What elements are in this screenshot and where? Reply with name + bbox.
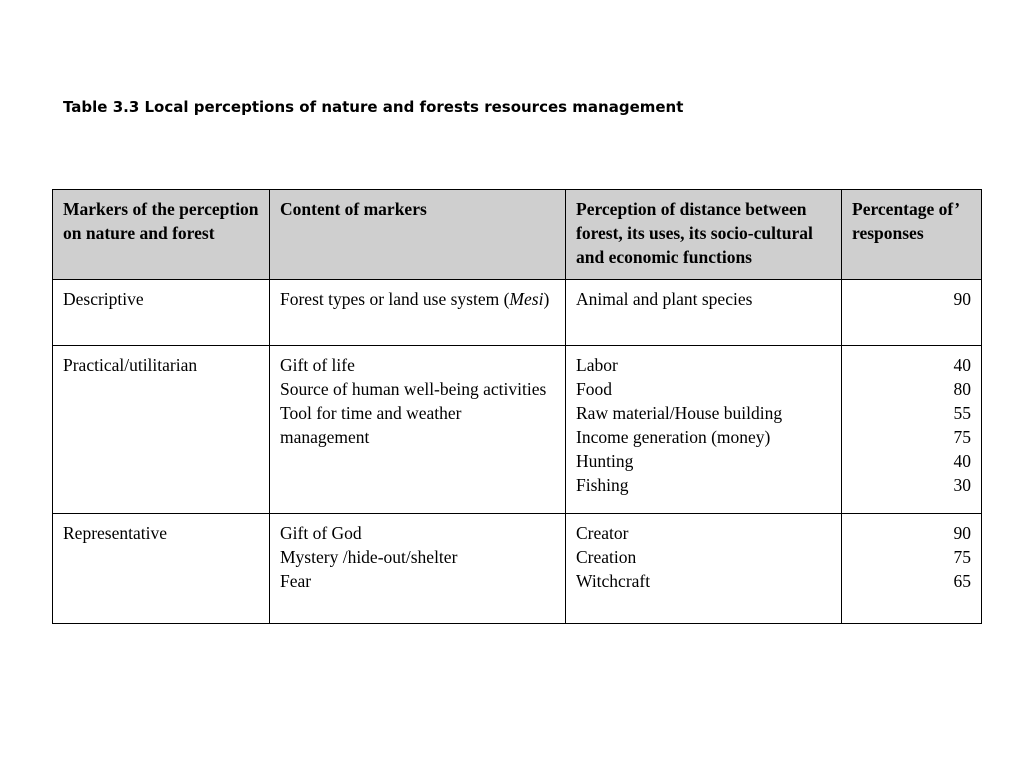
content-text-end: ) [543, 289, 550, 309]
table-header-row [53, 190, 982, 280]
percentage-value: 40 [953, 451, 971, 471]
percentage-value: 30 [953, 475, 971, 495]
cell-content [270, 514, 566, 624]
percentage-value: 75 [953, 427, 971, 447]
perception-line: Raw material/House building [576, 403, 783, 423]
header-markers: Markers of the perception on nature and forest [53, 190, 270, 280]
perceptions-table [52, 189, 982, 624]
cell-marker: Representative [53, 514, 270, 624]
percentage-value: 80 [953, 379, 971, 399]
cell-percentage [842, 280, 982, 346]
cell-perception [566, 346, 842, 514]
percentage-value: 90 [953, 523, 971, 543]
table-row [53, 280, 982, 346]
perception-line: Labor [576, 355, 618, 375]
header-content: Content of markers [270, 190, 566, 280]
content-line: Gift of life [280, 355, 355, 375]
perception-line: Creation [576, 547, 637, 567]
content-italic: Mesi [509, 289, 544, 309]
table-row [53, 346, 982, 514]
percentage-value: 40 [953, 355, 971, 375]
perception-line: Creator [576, 523, 629, 543]
cell-marker: Descriptive [53, 280, 270, 346]
cell-perception [566, 514, 842, 624]
content-line: Gift of God [280, 523, 362, 543]
content-line: Fear [280, 571, 312, 591]
perception-line: Animal and plant species [576, 289, 753, 309]
content-line: Mystery /hide-out/shelter [280, 547, 458, 567]
perception-line: Food [576, 379, 612, 399]
cell-percentage [842, 514, 982, 624]
percentage-value: 90 [953, 289, 971, 309]
perception-line: Hunting [576, 451, 634, 471]
perception-line: Fishing [576, 475, 629, 495]
cell-percentage [842, 346, 982, 514]
table-row [53, 514, 982, 624]
cell-content [270, 346, 566, 514]
cell-content [270, 280, 566, 346]
content-line: Source of human well-being activities [280, 379, 547, 399]
header-percentage: Percentage of’ responses [842, 190, 982, 280]
percentage-value: 75 [953, 547, 971, 567]
perception-line: Income generation (money) [576, 427, 771, 447]
table-caption: Table 3.3 Local perceptions of nature and forests resources management [63, 98, 684, 116]
cell-perception [566, 280, 842, 346]
percentage-value: 55 [953, 403, 971, 423]
perception-line: Witchcraft [576, 571, 651, 591]
content-text: Forest types or land use system ( [280, 289, 510, 309]
content-line: Tool for time and weather management [280, 403, 462, 447]
header-perception: Perception of distance between forest, its uses, its socio-cultural and economic functions [566, 190, 842, 280]
cell-marker: Practical/utilitarian [53, 346, 270, 514]
percentage-value: 65 [953, 571, 971, 591]
